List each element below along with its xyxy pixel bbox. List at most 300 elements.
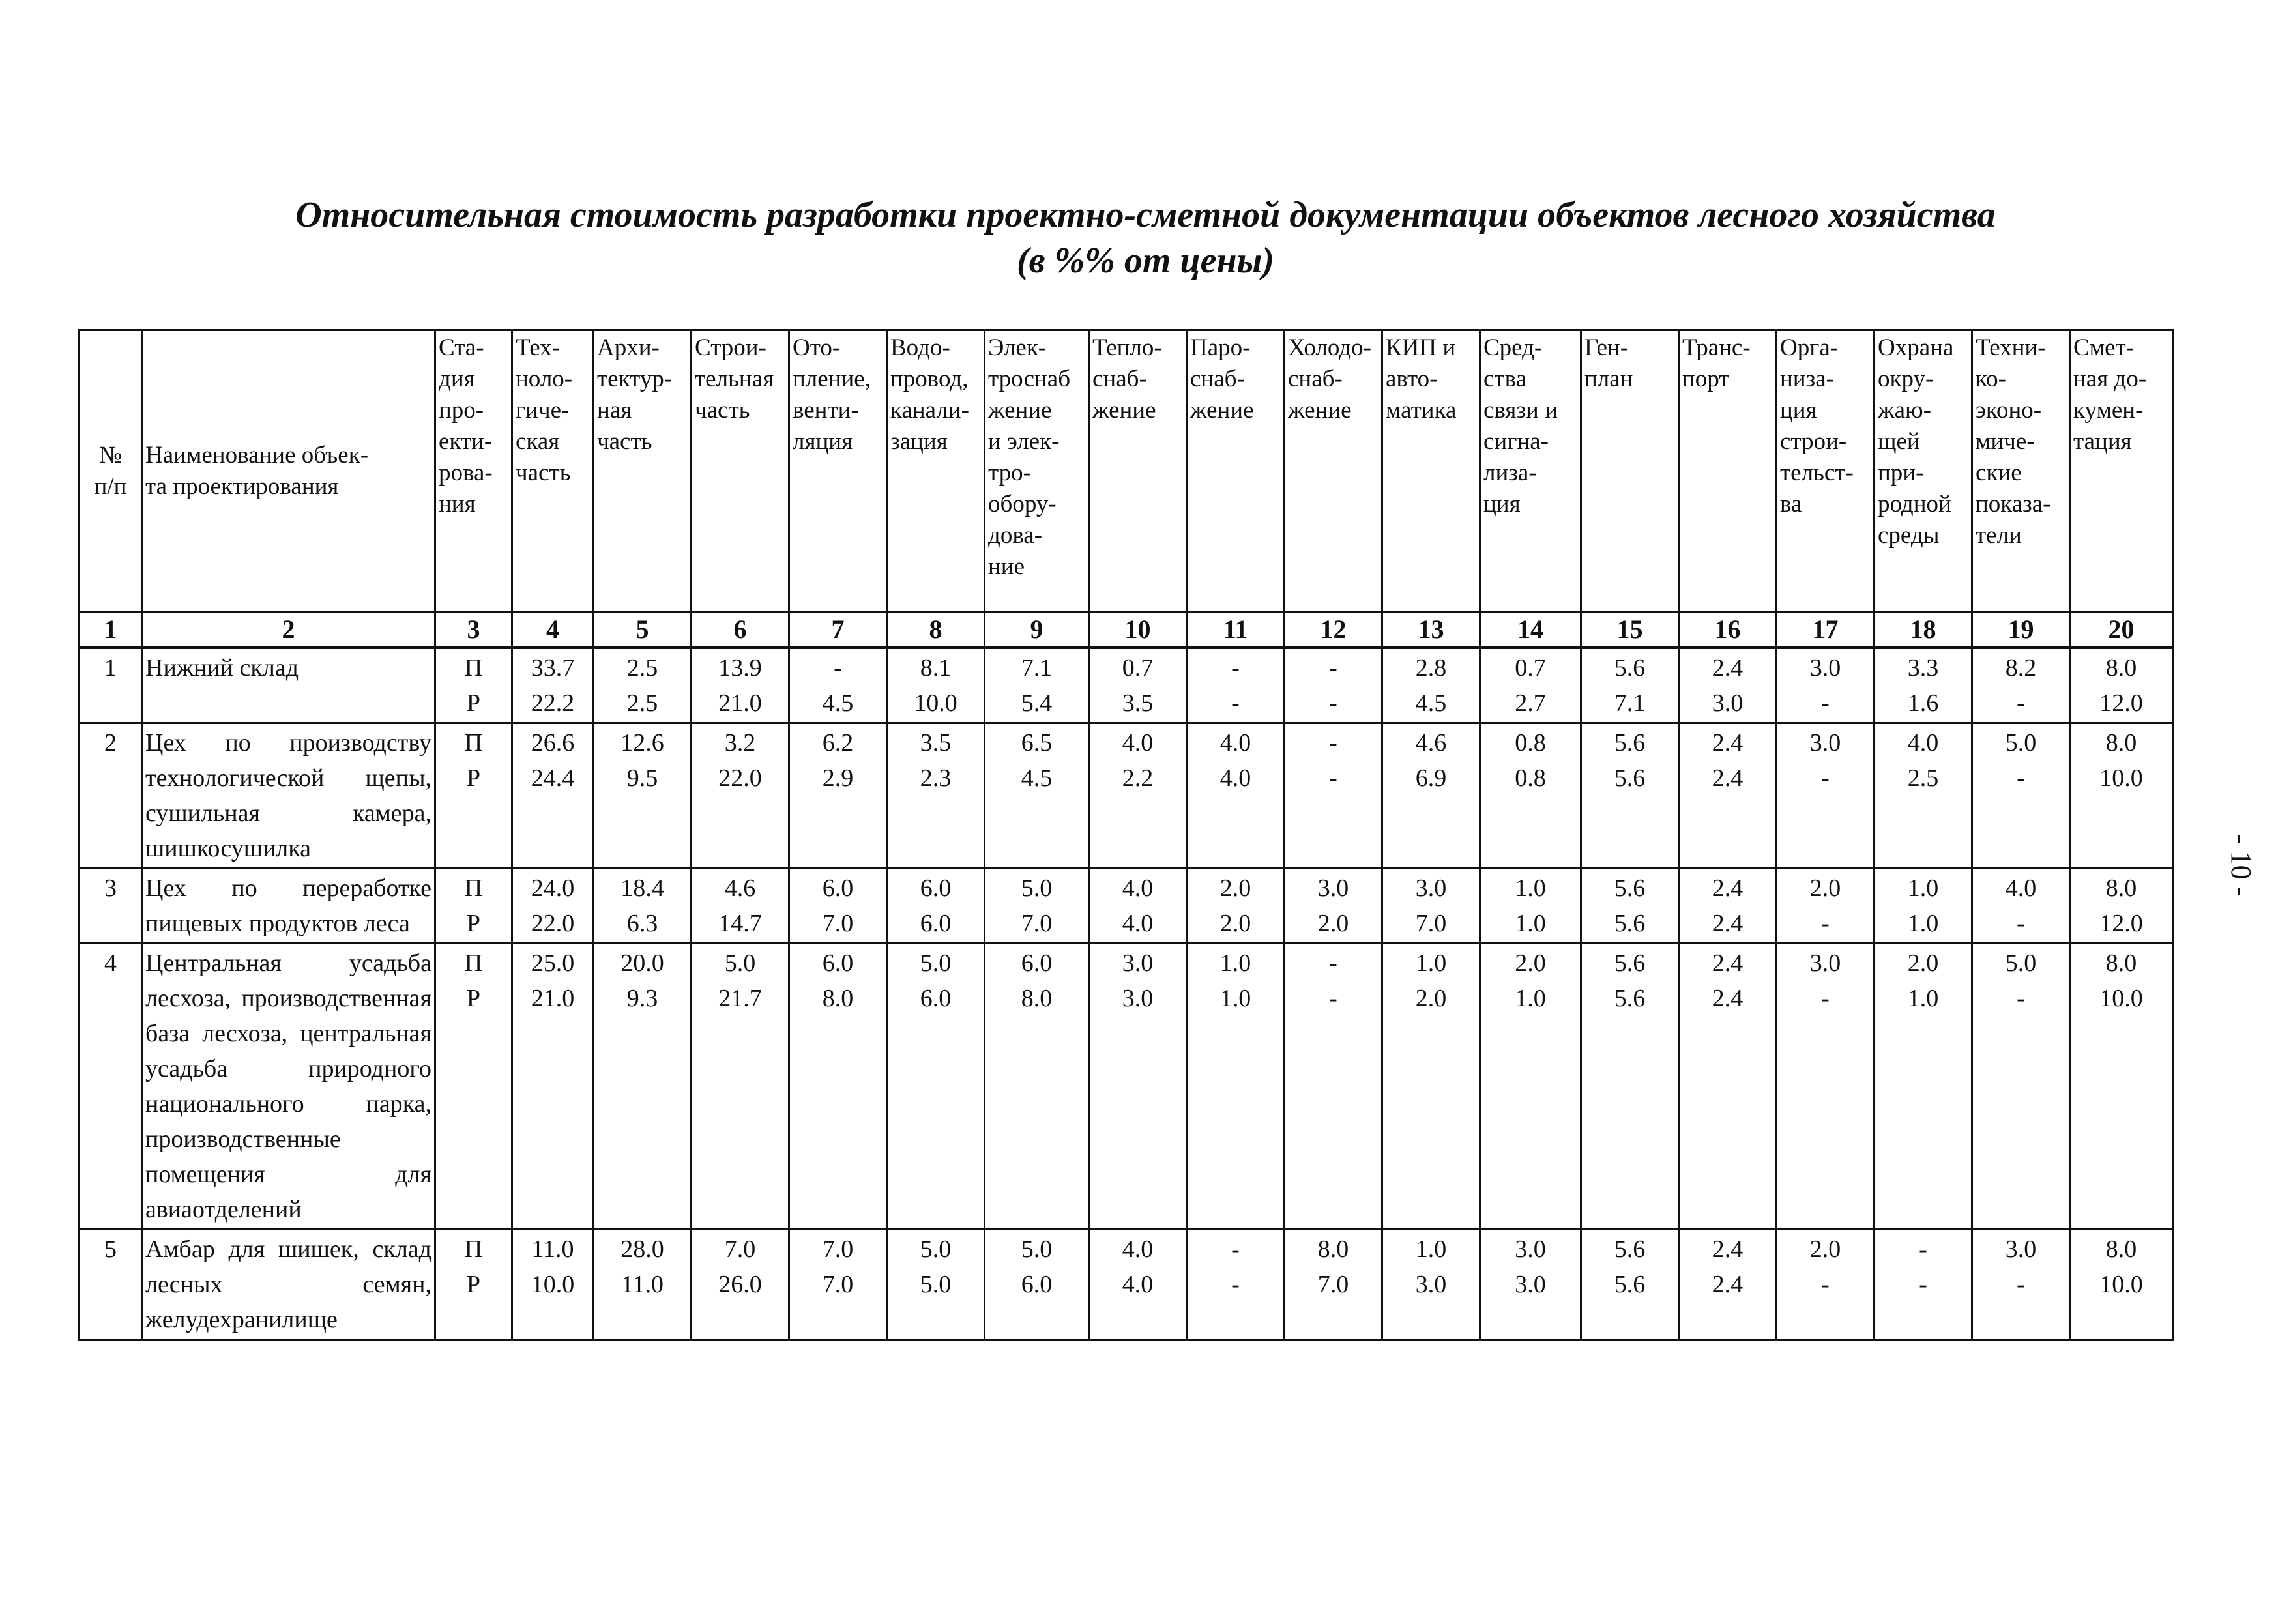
value-cell [1382, 723, 1480, 869]
percent-value: 0.8 [1515, 764, 1546, 792]
value-cell [1187, 869, 1285, 944]
percent-value: 2.4 [1712, 1271, 1744, 1298]
percent-value: 2.4 [1712, 1236, 1744, 1263]
value-cell [692, 1230, 789, 1340]
percent-value: 3.0 [1515, 1271, 1546, 1298]
title-line-1: Относительная стоимость разработки проектно-сметной документации объектов лесного хозяйства [295, 195, 1996, 235]
stage-value: П [464, 950, 483, 977]
value-cell [789, 1230, 887, 1340]
value-cell [1679, 944, 1777, 1230]
column-header [1777, 330, 1875, 613]
percent-value: 1.0 [1515, 910, 1546, 937]
value-cell [1382, 648, 1480, 723]
value-cell [512, 944, 594, 1230]
value-cell [1581, 723, 1679, 869]
percent-value: 1.0 [1515, 875, 1546, 902]
percent-value: 3.0 [1317, 875, 1349, 902]
header-text: кумен- [2073, 397, 2144, 424]
header-text: рова- [439, 459, 493, 486]
column-number: 6 [692, 613, 789, 648]
percent-value: 8.0 [1317, 1236, 1349, 1263]
column-header [512, 330, 594, 613]
percent-value: - [2017, 764, 2025, 792]
percent-value: 12.0 [2099, 910, 2143, 937]
percent-value: 2.4 [1712, 654, 1744, 682]
percent-value: - [1821, 764, 1830, 792]
column-number: 1 [80, 613, 142, 648]
header-text: ноло- [516, 366, 573, 392]
percent-value: 21.7 [718, 985, 762, 1012]
header-text: ская [516, 428, 560, 455]
percent-value: 5.6 [1614, 729, 1646, 757]
value-cell [1679, 723, 1777, 869]
value-cell [1382, 1230, 1480, 1340]
header-text: часть [516, 459, 571, 486]
header-text: тели [1976, 522, 2022, 549]
cost-table [78, 329, 2174, 1341]
value-cell [985, 1230, 1089, 1340]
percent-value: 4.6 [1415, 729, 1447, 757]
header-text: дова- [988, 522, 1043, 549]
value-cell [1581, 648, 1679, 723]
object-name: Цех по переработке пищевых продуктов леса [142, 869, 435, 944]
percent-value: 5.0 [724, 950, 756, 977]
design-stage [435, 1230, 512, 1340]
percent-value: 4.0 [1122, 1271, 1154, 1298]
column-number: 3 [435, 613, 512, 648]
column-header [692, 330, 789, 613]
value-cell [1875, 723, 1972, 869]
value-cell [1285, 1230, 1382, 1340]
header-text: матика [1386, 397, 1457, 424]
percent-value: 3.0 [1415, 875, 1447, 902]
header-text: Техни- [1976, 334, 2046, 361]
column-number: 4 [512, 613, 594, 648]
column-header [594, 330, 692, 613]
percent-value: 1.0 [1907, 985, 1939, 1012]
percent-value: 5.6 [1614, 985, 1646, 1012]
stage-value: П [464, 654, 483, 682]
percent-value: 8.1 [920, 654, 952, 682]
percent-value: 2.0 [1415, 985, 1447, 1012]
percent-value: 33.7 [531, 654, 575, 682]
percent-value: 22.0 [531, 910, 575, 937]
percent-value: 1.6 [1907, 689, 1939, 717]
percent-value: 2.0 [1809, 1236, 1841, 1263]
value-cell [1581, 1230, 1679, 1340]
column-number: 19 [1972, 613, 2070, 648]
header-text: та проектирования [145, 473, 339, 500]
design-stage [435, 648, 512, 723]
design-stage [435, 869, 512, 944]
value-cell [692, 723, 789, 869]
value-cell [1679, 869, 1777, 944]
header-text: ко- [1976, 366, 2006, 392]
header-text: Наименование объек- [145, 442, 369, 469]
percent-value: 1.0 [1219, 950, 1251, 977]
percent-value: 3.5 [920, 729, 952, 757]
percent-value: 2.4 [1712, 985, 1744, 1012]
percent-value: 1.0 [1515, 985, 1546, 1012]
percent-value: 2.4 [1712, 729, 1744, 757]
percent-value: 7.1 [1021, 654, 1053, 682]
column-number: 17 [1777, 613, 1875, 648]
value-cell [1089, 723, 1187, 869]
header-text: Смет- [2073, 334, 2135, 361]
column-number-row [80, 613, 2173, 648]
percent-value: 25.0 [531, 950, 575, 977]
value-cell [1875, 648, 1972, 723]
header-text: пление, [793, 366, 871, 392]
header-text: ция [1483, 491, 1521, 517]
row-number: 5 [80, 1230, 142, 1340]
header-text: Ото- [793, 334, 841, 361]
percent-value: - [1329, 654, 1337, 682]
value-cell [1089, 869, 1187, 944]
value-cell [512, 648, 594, 723]
percent-value: 8.0 [822, 985, 854, 1012]
column-number: 13 [1382, 613, 1480, 648]
stage-value: Р [466, 985, 481, 1012]
percent-value: - [2017, 985, 2025, 1012]
percent-value: - [1329, 729, 1337, 757]
percent-value: 2.8 [1415, 654, 1447, 682]
header-text: авто- [1386, 366, 1438, 392]
column-number: 7 [789, 613, 887, 648]
percent-value: 3.0 [1809, 729, 1841, 757]
header-text: Паро- [1190, 334, 1251, 361]
header-text: тельная [695, 366, 774, 392]
percent-value: 7.0 [724, 1236, 756, 1263]
percent-value: 22.2 [531, 689, 575, 717]
percent-value: 10.0 [914, 689, 957, 717]
percent-value: 6.0 [920, 985, 952, 1012]
header-text: венти- [793, 397, 859, 424]
header-text: жение [988, 397, 1052, 424]
value-cell [1285, 648, 1382, 723]
column-header [887, 330, 985, 613]
value-cell [789, 723, 887, 869]
value-cell [1972, 723, 2070, 869]
percent-value: 3.5 [1122, 689, 1154, 717]
column-number: 16 [1679, 613, 1777, 648]
header-text: родной [1878, 491, 1951, 517]
column-header [1972, 330, 2070, 613]
percent-value: 3.0 [2005, 1236, 2037, 1263]
object-name: Нижний склад [142, 648, 435, 723]
percent-value: 7.0 [1415, 910, 1447, 937]
percent-value: 2.0 [1317, 910, 1349, 937]
header-text: Холодо- [1288, 334, 1371, 361]
header-text: часть [597, 428, 652, 455]
header-text: ная до- [2073, 366, 2147, 392]
header-text: тация [2073, 428, 2132, 455]
percent-value: 10.0 [2099, 764, 2143, 792]
column-number: 8 [887, 613, 985, 648]
percent-value: 6.0 [1021, 950, 1053, 977]
percent-value: 8.0 [2105, 729, 2137, 757]
value-cell [1581, 869, 1679, 944]
percent-value: 3.0 [1712, 689, 1744, 717]
header-text: тельст- [1780, 459, 1854, 486]
header-text: Водо- [890, 334, 950, 361]
value-cell [692, 648, 789, 723]
percent-value: 3.0 [1515, 1236, 1546, 1263]
value-cell [887, 869, 985, 944]
value-cell [887, 723, 985, 869]
column-header [80, 330, 142, 613]
value-cell [2070, 1230, 2173, 1340]
percent-value: 8.0 [2105, 654, 2137, 682]
percent-value: 5.0 [920, 1271, 952, 1298]
value-cell [512, 1230, 594, 1340]
header-text: связи и [1483, 397, 1558, 424]
percent-value: 0.7 [1515, 654, 1546, 682]
percent-value: - [2017, 689, 2025, 717]
value-cell [594, 944, 692, 1230]
percent-value: - [1231, 689, 1240, 717]
percent-value: 5.0 [2005, 729, 2037, 757]
value-cell [1187, 723, 1285, 869]
percent-value: 10.0 [2099, 1271, 2143, 1298]
percent-value: 5.6 [1614, 1271, 1646, 1298]
percent-value: 6.0 [822, 950, 854, 977]
percent-value: 4.6 [724, 875, 756, 902]
value-cell [985, 648, 1089, 723]
column-header [1875, 330, 1972, 613]
row-number: 1 [80, 648, 142, 723]
header-text: ства [1483, 366, 1526, 392]
value-cell [1285, 723, 1382, 869]
percent-value: 6.9 [1415, 764, 1447, 792]
percent-value: 5.0 [1021, 875, 1053, 902]
percent-value: 24.0 [531, 875, 575, 902]
value-cell [1480, 869, 1581, 944]
value-cell [2070, 723, 2173, 869]
value-cell [512, 869, 594, 944]
header-text: низа- [1780, 366, 1834, 392]
header-text: Элек- [988, 334, 1047, 361]
percent-value: 3.0 [1809, 950, 1841, 977]
row-number: 3 [80, 869, 142, 944]
value-cell [1480, 723, 1581, 869]
percent-value: 5.6 [1614, 875, 1646, 902]
value-cell [1382, 869, 1480, 944]
value-cell [887, 1230, 985, 1340]
header-text: часть [695, 397, 750, 424]
percent-value: 0.8 [1515, 729, 1546, 757]
percent-value: 13.9 [718, 654, 762, 682]
table-row [80, 1230, 2173, 1340]
column-number: 20 [2070, 613, 2173, 648]
header-text: жение [1190, 397, 1254, 424]
percent-value: 2.5 [1907, 764, 1939, 792]
percent-value: 20.0 [620, 950, 664, 977]
percent-value: 28.0 [620, 1236, 664, 1263]
percent-value: 3.3 [1907, 654, 1939, 682]
header-text: Строи- [695, 334, 766, 361]
value-cell [1089, 944, 1187, 1230]
value-cell [692, 869, 789, 944]
percent-value: 5.6 [1614, 1236, 1646, 1263]
value-cell [1285, 869, 1382, 944]
percent-value: 2.5 [626, 654, 658, 682]
value-cell [1972, 648, 2070, 723]
object-name: Центральная усадьба лесхоза, производственная база лесхоза, центральная усадьба природного национального парка, производственные помещения для авиаотделений [142, 944, 435, 1230]
percent-value: 24.4 [531, 764, 575, 792]
percent-value: 4.0 [1122, 729, 1154, 757]
value-cell [1581, 944, 1679, 1230]
header-text: сигна- [1483, 428, 1549, 455]
header-text: и элек- [988, 428, 1060, 455]
percent-value: - [1919, 1271, 1927, 1298]
header-text: Сред- [1483, 334, 1543, 361]
header-text: Тепло- [1092, 334, 1162, 361]
header-text: Архи- [597, 334, 660, 361]
header-text: ние [988, 553, 1025, 580]
header-text: окру- [1878, 366, 1934, 392]
percent-value: 5.4 [1021, 689, 1053, 717]
header-text: порт [1682, 366, 1730, 392]
header-text: Тех- [516, 334, 560, 361]
percent-value: 5.6 [1614, 950, 1646, 977]
stage-value: П [464, 1236, 483, 1263]
column-header [1480, 330, 1581, 613]
value-cell [1972, 869, 2070, 944]
percent-value: 22.0 [718, 764, 762, 792]
column-header [985, 330, 1089, 613]
object-name: Цех по производству технологической щепы, сушильная камера, шишкосушилка [142, 723, 435, 869]
percent-value: 21.0 [718, 689, 762, 717]
document-title [0, 192, 2291, 283]
value-cell [1480, 1230, 1581, 1340]
percent-value: 2.0 [1809, 875, 1841, 902]
value-cell [1777, 869, 1875, 944]
value-cell [1679, 1230, 1777, 1340]
value-cell [1777, 1230, 1875, 1340]
header-text: гиче- [516, 397, 570, 424]
value-cell [1875, 944, 1972, 1230]
header-text: екти- [439, 428, 493, 455]
design-stage [435, 723, 512, 869]
percent-value: 4.0 [1122, 910, 1154, 937]
column-number: 2 [142, 613, 435, 648]
header-text: ляция [793, 428, 853, 455]
percent-value: 2.0 [1515, 950, 1546, 977]
percent-value: 9.5 [626, 764, 658, 792]
header-text: щей [1878, 428, 1920, 455]
row-number: 4 [80, 944, 142, 1230]
stage-value: П [464, 729, 483, 757]
header-text: ция [1780, 397, 1817, 424]
percent-value: 2.9 [822, 764, 854, 792]
percent-value: 7.0 [822, 1271, 854, 1298]
column-number: 10 [1089, 613, 1187, 648]
header-text: тектур- [597, 366, 673, 392]
column-header [2070, 330, 2173, 613]
title-line-2: (в %% от цены) [1016, 240, 1275, 281]
percent-value: 6.3 [626, 910, 658, 937]
percent-value: - [1329, 985, 1337, 1012]
header-text: план [1584, 366, 1633, 392]
value-cell [1089, 648, 1187, 723]
percent-value: 6.0 [1021, 1271, 1053, 1298]
percent-value: 2.5 [626, 689, 658, 717]
percent-value: 21.0 [531, 985, 575, 1012]
header-text: Охрана [1878, 334, 1954, 361]
value-cell [1679, 648, 1777, 723]
header-text: ния [439, 491, 476, 517]
header-text: миче- [1976, 428, 2035, 455]
percent-value: 12.0 [2099, 689, 2143, 717]
header-row [80, 330, 2173, 613]
value-cell [1480, 944, 1581, 1230]
object-name: Амбар для шишек, склад лесных семян, желудехранилище [142, 1230, 435, 1340]
percent-value: 4.0 [1219, 729, 1251, 757]
percent-value: 7.0 [822, 1236, 854, 1263]
column-header [789, 330, 887, 613]
percent-value: 2.0 [1907, 950, 1939, 977]
percent-value: 5.6 [1614, 654, 1646, 682]
header-text: про- [439, 397, 484, 424]
percent-value: 4.0 [1122, 875, 1154, 902]
percent-value: 5.6 [1614, 910, 1646, 937]
value-cell [985, 869, 1089, 944]
percent-value: - [834, 654, 842, 682]
value-cell [1187, 648, 1285, 723]
percent-value: 3.0 [1122, 985, 1154, 1012]
percent-value: - [1329, 764, 1337, 792]
value-cell [594, 1230, 692, 1340]
value-cell [2070, 648, 2173, 723]
column-number: 18 [1875, 613, 1972, 648]
percent-value: 3.0 [1122, 950, 1154, 977]
value-cell [789, 944, 887, 1230]
stage-value: Р [466, 910, 481, 937]
header-text: снаб- [1092, 366, 1147, 392]
row-number: 2 [80, 723, 142, 869]
percent-value: 7.1 [1614, 689, 1646, 717]
percent-value: - [1821, 1271, 1830, 1298]
header-text: КИП и [1386, 334, 1456, 361]
percent-value: 5.0 [1021, 1236, 1053, 1263]
stage-value: Р [466, 764, 481, 792]
percent-value: 4.5 [822, 689, 854, 717]
value-cell [1382, 944, 1480, 1230]
header-text: Транс- [1682, 334, 1751, 361]
value-cell [1187, 944, 1285, 1230]
column-header [435, 330, 512, 613]
percent-value: 4.5 [1021, 764, 1053, 792]
value-cell [1089, 1230, 1187, 1340]
percent-value: 4.0 [2005, 875, 2037, 902]
column-number: 12 [1285, 613, 1382, 648]
percent-value: 4.0 [1122, 1236, 1154, 1263]
column-number: 14 [1480, 613, 1581, 648]
table-row [80, 723, 2173, 869]
column-number: 11 [1187, 613, 1285, 648]
value-cell [1777, 723, 1875, 869]
design-stage [435, 944, 512, 1230]
value-cell [1972, 944, 2070, 1230]
percent-value: 8.0 [2105, 950, 2137, 977]
percent-value: 26.0 [718, 1271, 762, 1298]
percent-value: 10.0 [531, 1271, 575, 1298]
percent-value: 3.0 [1415, 1271, 1447, 1298]
value-cell [594, 648, 692, 723]
percent-value: 5.0 [920, 950, 952, 977]
value-cell [789, 648, 887, 723]
